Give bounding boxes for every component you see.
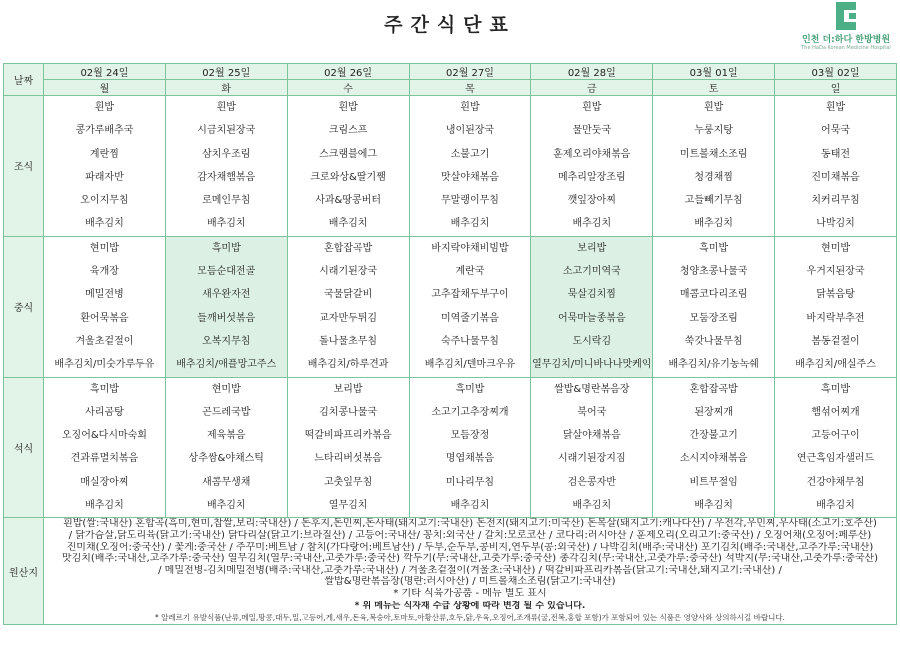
menu-item: 보리밥 <box>577 242 607 254</box>
menu-item: 상추쌈&야채스틱 <box>188 453 264 465</box>
origin-line: / 메밀전병-김치메밀전병(배추:국내산,고춧가루:국내산) / 겨울초겉절이(겨울초:국내산) / 떡갈비파프리카볶음(닭고기:국내산,돼지고기:국내산) / <box>158 564 782 576</box>
menu-item: 묵살김치찜 <box>567 289 616 301</box>
menu-item: 배추김치 <box>572 218 612 230</box>
menu-item: 느타리버섯볶음 <box>314 453 382 465</box>
weekday-cell: 토 <box>653 80 775 96</box>
menu-item: 고들빼기무침 <box>684 195 743 207</box>
menu-item: 배추김치 <box>450 500 490 512</box>
menu-item: 진미채볶음 <box>811 171 860 183</box>
menu-item: 삼치우조림 <box>202 148 251 160</box>
lunch-day-cell <box>775 236 897 377</box>
menu-item: 시금치된장국 <box>197 125 256 137</box>
menu-item: 새우완자전 <box>202 289 251 301</box>
menu-item: 배추김치 <box>572 500 612 512</box>
breakfast-day-cell <box>165 96 287 237</box>
menu-item: 배추김치/애플망고주스 <box>176 359 277 371</box>
weekday-cell: 목 <box>409 80 531 96</box>
menu-item: 소고기미역국 <box>562 266 621 278</box>
menu-item: 고등어구이 <box>811 430 860 442</box>
menu-item: 배추김치 <box>206 500 246 512</box>
weekday-cell: 수 <box>287 80 409 96</box>
menu-item: 훈제오리야채볶음 <box>553 148 631 160</box>
lunch-day-cell <box>409 236 531 377</box>
origin-line: 쌀밥&명란볶음장(명란:러시아산) / 미트볼채소조림(닭고기:국내산) <box>324 576 616 588</box>
menu-item: 오복지무침 <box>202 335 251 347</box>
menu-item: 흑미밥 <box>821 383 851 395</box>
menu-item: 연근흑임자샐러드 <box>796 453 875 465</box>
menu-item: 미나리무침 <box>445 476 495 488</box>
menu-item: 북어국 <box>577 406 607 418</box>
breakfast-day-cell <box>44 96 166 237</box>
dinner-day-cell <box>165 377 287 518</box>
menu-item: 메밀전병 <box>85 289 124 301</box>
lunch-day-cell <box>531 236 653 377</box>
menu-item: 청양초콩나물국 <box>679 266 748 278</box>
menu-item: 계란찜 <box>89 148 119 160</box>
menu-item: 흑미밥 <box>699 242 729 254</box>
lunch-day-cell <box>165 236 287 377</box>
menu-item: 흰밥 <box>338 102 358 113</box>
origin-label: 원산지 <box>4 518 44 624</box>
lunch-day-cell <box>44 236 166 377</box>
menu-item: 돌나물초무침 <box>319 335 378 347</box>
menu-item: 흑미밥 <box>455 383 485 395</box>
date-cell: 02월 24일 <box>44 64 166 80</box>
menu-item: 미역줄기볶음 <box>440 312 499 324</box>
menu-item: 콩가루배추국 <box>75 125 134 137</box>
menu-item: 제육볶음 <box>206 430 246 442</box>
menu-item: 무말랭이무침 <box>440 195 499 207</box>
menu-item: 숙주나물무침 <box>440 335 499 347</box>
menu-item: 흰밥 <box>94 102 115 113</box>
menu-item: 고춧잎무침 <box>323 476 373 488</box>
weekday-cell: 화 <box>165 80 287 96</box>
menu-item: 배추김치 <box>694 500 733 512</box>
menu-item: 흰밥 <box>216 102 236 113</box>
dinner-label: 석식 <box>4 377 44 518</box>
dinner-day-cell <box>775 377 897 518</box>
menu-item: 깻잎장아찌 <box>567 195 616 207</box>
menu-item: 배추김치 <box>328 218 368 230</box>
menu-item: 쑥갓나물무침 <box>684 335 743 347</box>
dinner-day-cell <box>653 377 775 518</box>
origin-line: 진미채(오징어:중국산) / 꽃게:중국산 / 주꾸미:베트남 / 참치(가다랑어:베트남산) / 두부,순두부,콩비지,연두부(콩:외국산) / 나박김치(배추:국내산) 포기김치(배추:국내산,고추가루:국내산) <box>66 541 874 553</box>
menu-item: 견과류멸치볶음 <box>70 453 139 465</box>
breakfast-day-cell <box>409 96 531 237</box>
weekday-cell: 금 <box>531 80 653 96</box>
menu-item: 현미밥 <box>89 242 119 254</box>
menu-item: 오징어&다시마숙회 <box>61 430 147 442</box>
weekly-menu-table <box>3 63 897 625</box>
menu-item: 열무김치/미니바나나맛케익 <box>532 359 652 371</box>
menu-item: 치커리무침 <box>811 195 860 207</box>
menu-item: 어묵국 <box>821 125 851 137</box>
menu-item: 열무김치 <box>328 500 368 512</box>
menu-item: 간장불고기 <box>689 430 738 442</box>
menu-item: 로메인무침 <box>202 195 251 207</box>
menu-item: 감자채햄볶음 <box>197 171 256 183</box>
breakfast-day-cell <box>531 96 653 237</box>
menu-item: 모둠장조림 <box>689 312 738 324</box>
menu-item: 크림스프 <box>328 125 368 137</box>
menu-item: 스크램블에그 <box>319 148 378 160</box>
breakfast-row <box>4 96 897 237</box>
dinner-day-cell <box>287 377 409 518</box>
menu-item: 흰밥 <box>582 102 602 113</box>
menu-item: 소불고기 <box>450 148 490 160</box>
menu-item: 들깨버섯볶음 <box>197 312 256 324</box>
menu-item: 시래기된장국 <box>319 266 378 278</box>
dinner-day-cell <box>531 377 653 518</box>
menu-item: 새콤무생채 <box>202 476 251 488</box>
menu-item: 국물닭갈비 <box>323 289 373 301</box>
menu-item: 매실장아찌 <box>80 476 129 488</box>
menu-item: 교자만두튀김 <box>319 312 378 324</box>
menu-item: 흑미밥 <box>211 242 241 254</box>
menu-item: 맛살야채볶음 <box>440 171 499 183</box>
menu-item: 파래자반 <box>85 171 124 183</box>
dinner-day-cell <box>409 377 531 518</box>
menu-item: 배추김치 <box>85 500 124 512</box>
menu-item: 배추김치/유기농녹쉐 <box>668 359 759 371</box>
hospital-logo <box>800 2 892 51</box>
menu-item: 모듬순대전골 <box>197 266 256 278</box>
menu-item: 쌀밥&명란볶음장 <box>554 383 630 395</box>
lunch-day-cell <box>653 236 775 377</box>
menu-item: 우거지된장국 <box>806 266 865 278</box>
menu-item: 소고기고추장찌개 <box>431 406 509 418</box>
menu-item: 배추김치 <box>85 218 124 230</box>
menu-item: 현미밥 <box>211 383 241 395</box>
menu-item: 배추김치/미숫가루두유 <box>54 359 155 371</box>
menu-item: 떡갈비파프리카볶음 <box>304 430 392 442</box>
menu-item: 명엽채볶음 <box>445 453 495 465</box>
breakfast-label: 조식 <box>4 96 44 237</box>
origin-line: 맛김치(배추:국내산,고추가루:중국산) 열무김치(열무:국내산,고춧가루:중국산) 깍두기(무:국내산,고춧가루:중국산) 총각김치(무:국내산,고춧가루:중국산) 석박지(무:국내산,고춧가루:중국산) <box>61 553 879 565</box>
menu-item: 보리밥 <box>333 383 363 395</box>
menu-item: 배추김치 <box>450 218 490 230</box>
dinner-day-cell <box>44 377 166 518</box>
menu-item: 바지락야채비빔밥 <box>431 242 509 254</box>
dinner-row <box>4 377 897 518</box>
menu-item: 동태전 <box>821 148 851 160</box>
breakfast-day-cell <box>287 96 409 237</box>
menu-item: 닭살야채볶음 <box>562 430 621 442</box>
menu-item: 배추김치/애실주스 <box>795 359 876 371</box>
date-cell: 03월 02일 <box>775 64 897 80</box>
menu-item: 미트볼채소조림 <box>679 148 748 160</box>
origin-row <box>4 518 897 624</box>
menu-item: 배추김치/하루견과 <box>307 359 389 371</box>
menu-item: 환어묵볶음 <box>80 312 129 324</box>
origin-line: * 기타 식육가공품 - 메뉴 별도 표시 <box>393 587 547 599</box>
weekday-row <box>4 80 897 96</box>
menu-item: 봄동겉절이 <box>811 335 860 347</box>
origin-line: 흰밥(쌀:국내산) 혼합곡(흑미,현미,찹쌀,보리:국내산) / 돈후지,돈민찌,돈사태(돼지고기:국내산) 돈전지(돼지고기:미국산) 돈목살(돼지고기:캐나다산) / 우전각,우민찌,우사태(소고기:호주산) <box>63 518 877 530</box>
menu-item: 어묵마늘종볶음 <box>557 312 626 324</box>
menu-item: 소시지야채볶음 <box>679 453 748 465</box>
menu-item: 흰밥 <box>703 102 724 113</box>
menu-item: 겨울초겉절이 <box>75 335 134 347</box>
logo-mark-icon <box>828 2 864 30</box>
menu-item: 냉이된장국 <box>445 125 495 137</box>
menu-item: 김치콩나물국 <box>319 406 378 418</box>
menu-item: 배추김치 <box>816 500 855 512</box>
menu-item: 햄섞어찌개 <box>811 406 860 418</box>
logo-subtitle: The HaDa Korean Medicine Hospital <box>801 45 891 51</box>
menu-item: 배추김치 <box>694 218 733 230</box>
menu-item: 계란국 <box>455 266 485 278</box>
menu-item: 현미밥 <box>821 242 851 254</box>
menu-item: 혼합잡곡밥 <box>689 383 738 395</box>
menu-item: 배추김치 <box>206 218 246 230</box>
logo-name: 인천 더:하다 한방병원 <box>801 35 891 45</box>
date-cell: 02월 28일 <box>531 64 653 80</box>
origin-info <box>44 518 897 624</box>
menu-item: 시래기된장지짐 <box>557 453 626 465</box>
date-cell: 02월 27일 <box>409 64 531 80</box>
change-notice: * 위 메뉴는 식자재 수급 상황에 따라 변경 될 수 있습니다. <box>354 600 586 611</box>
menu-item: 흰밥 <box>825 102 846 113</box>
lunch-day-cell <box>287 236 409 377</box>
menu-item: 오이지무침 <box>80 195 129 207</box>
menu-item: 사리곰탕 <box>85 406 124 418</box>
date-row <box>4 64 897 80</box>
date-cell: 03월 01일 <box>653 64 775 80</box>
menu-item: 혼합잡곡밥 <box>323 242 373 254</box>
date-cell: 02월 25일 <box>165 64 287 80</box>
weekday-cell: 월 <box>44 80 166 96</box>
menu-item: 도시락김 <box>572 335 612 347</box>
menu-item: 검은콩자반 <box>567 476 616 488</box>
weekday-cell: 일 <box>775 80 897 96</box>
menu-item: 바지락부추전 <box>806 312 865 324</box>
menu-item: 육개장 <box>89 266 119 278</box>
menu-item: 매콤코다리조림 <box>679 289 748 301</box>
menu-item: 흰밥 <box>460 102 480 113</box>
menu-item: 건강야채무침 <box>806 476 865 488</box>
menu-item: 고추잡채두부구이 <box>431 289 509 301</box>
menu-item: 배추김치/덴마크우유 <box>424 359 516 371</box>
page-title: 주간식단표 <box>384 14 516 36</box>
menu-item: 된장찌개 <box>694 406 733 418</box>
lunch-row <box>4 236 897 377</box>
menu-item: 모듬장정 <box>450 430 490 442</box>
menu-item: 흑미밥 <box>89 383 119 395</box>
breakfast-day-cell <box>775 96 897 237</box>
date-label: 날짜 <box>4 64 44 96</box>
origin-line: / 닭가슴살,닭도리육(닭고기:국내산) 닭다리살(닭고기:브라질산) / 고등어:국내산/ 꽁치:외국산 / 갈치:모로코산 / 코다리:러시아산 / 훈제오리(오리고기:중국산) / 오징어채(오징어:페루산) <box>68 529 872 541</box>
breakfast-day-cell <box>653 96 775 237</box>
menu-item: 닭볶음탕 <box>816 289 855 301</box>
allergy-notice: * 알레르기 유발식품(난류,메밀,땅콩,대두,밀,고등어,게,새우,돈육,복숭아,토마토,아황산류,호두,닭,우육,오징어,조개류(굴,전복,홍합 포함)가 포함되어 있는 식품은 영양사와 상의하시길 바랍니다. <box>155 613 785 623</box>
menu-item: 비트무절임 <box>689 476 738 488</box>
menu-item: 곤드레국밥 <box>202 406 251 418</box>
menu-item: 메추리알장조림 <box>557 171 626 183</box>
lunch-label: 중식 <box>4 236 44 377</box>
date-cell: 02월 26일 <box>287 64 409 80</box>
menu-item: 크로와상&딸기쨈 <box>310 171 386 183</box>
menu-item: 물만둣국 <box>572 125 612 137</box>
menu-item: 누룽지탕 <box>694 125 733 137</box>
menu-item: 나박김치 <box>816 218 855 230</box>
menu-item: 청경채찜 <box>694 171 733 183</box>
menu-item: 사과&땅콩버터 <box>315 195 381 207</box>
